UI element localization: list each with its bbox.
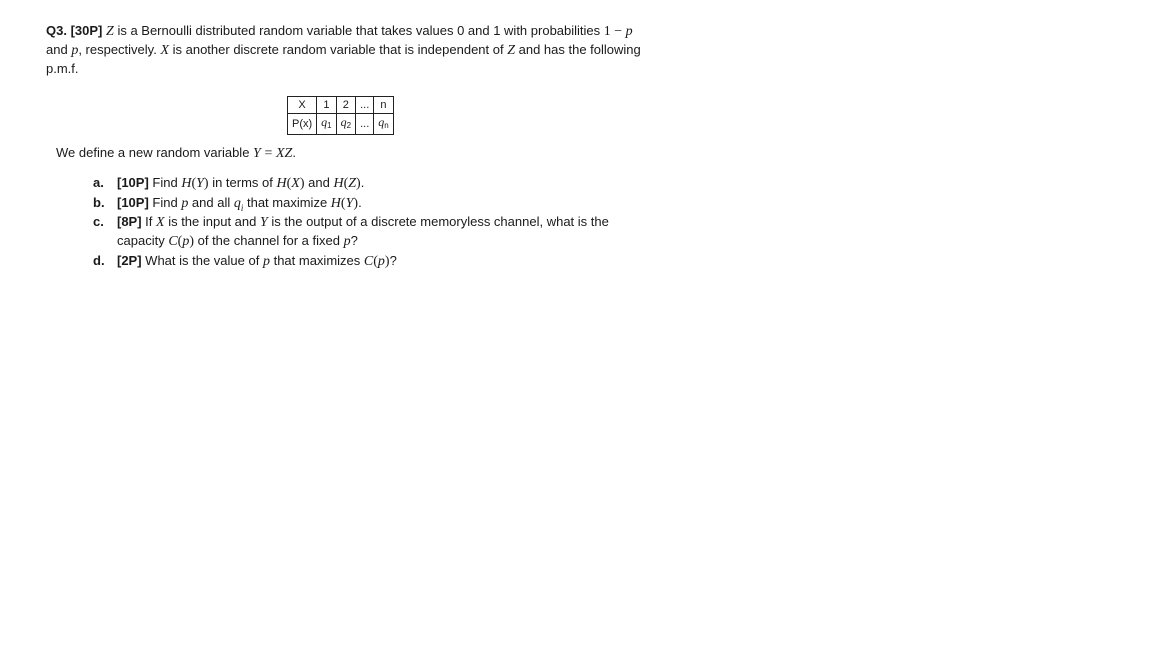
pmf-prob-cell: P(x): [288, 114, 317, 135]
part-label: c.: [93, 214, 104, 229]
part-c-continuation: capacity C(p) of the channel for a fixed p?: [117, 233, 358, 249]
pmf-header-cell: 1: [317, 97, 336, 114]
question-text-2: and p, respectively. X is another discrete random variable that is independent of Z and has the following: [46, 42, 641, 58]
pmf-table: [287, 96, 394, 135]
pmf-header-row: [288, 97, 394, 114]
pmf-prob-row: [288, 114, 394, 135]
part-label: b.: [93, 195, 105, 210]
question-text-1: is a Bernoulli distributed random variable that takes values 0 and 1 with probabilities 1 − p: [117, 23, 633, 39]
question-text-3: p.m.f.: [46, 61, 79, 76]
question-line-3: [46, 61, 79, 77]
part-label: d.: [93, 253, 105, 268]
part-label: a.: [93, 175, 104, 190]
part-text: [10P] Find p and all $q_i$ that maximize H(Y).: [117, 195, 362, 213]
pmf-header-cell: n: [374, 97, 393, 114]
part-text: [8P] If X is the input and Y is the output of a discrete memoryless channel, what is the: [117, 214, 609, 230]
pmf-prob-cell: $q_n$: [374, 114, 393, 135]
pmf-header-cell: 2: [336, 97, 355, 114]
part-text: [2P] What is the value of p that maximizes C(p)?: [117, 253, 397, 269]
definition-line: We define a new random variable Y = XZ.: [56, 145, 296, 161]
pmf-prob-cell: ...: [356, 114, 374, 135]
pmf-prob-cell: $q_1$: [317, 114, 336, 135]
pmf-header-cell: ...: [356, 97, 374, 114]
part-text: [10P] Find H(Y) in terms of H(X) and H(Z).: [117, 175, 365, 191]
question-line-1: Q3. [30P] Z is a Bernoulli distributed random variable that takes values 0 and 1 with probabilities 1 − p: [46, 23, 633, 39]
pmf-header-cell: X: [288, 97, 317, 114]
question-number: Q3.: [46, 23, 67, 38]
pmf-prob-cell: $q_2$: [336, 114, 355, 135]
question-points: [30P]: [70, 23, 103, 38]
question-line-2: [46, 42, 641, 59]
